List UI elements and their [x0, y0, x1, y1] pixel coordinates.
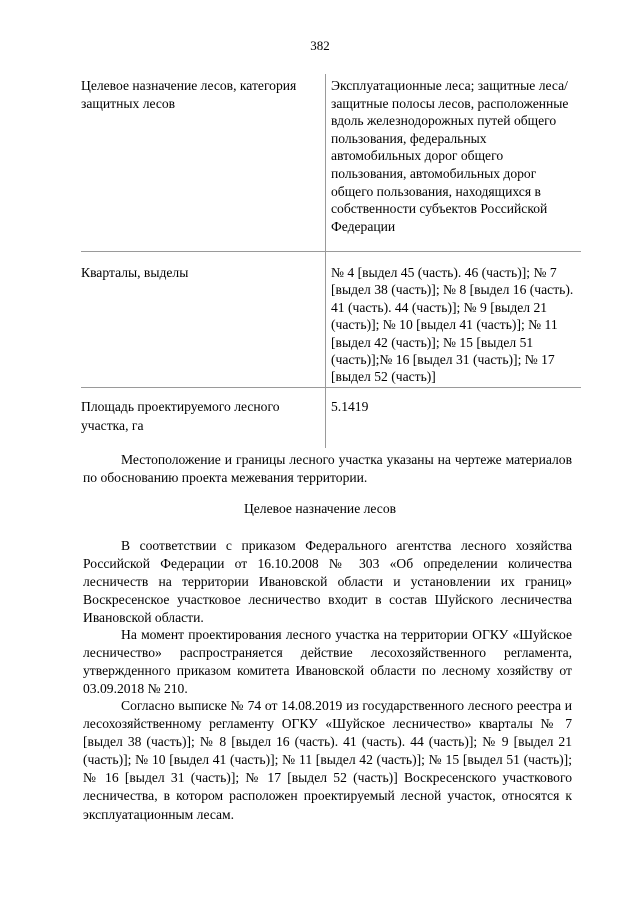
column-divider [325, 252, 326, 387]
body-paragraph: Согласно выписке № 74 от 14.08.2019 из государственного лесного реестра и лесохозяйственному регламенту ОГКУ «Шуйское лесничество» кварталы № 7 [выдел 38 (часть)]; № 8 [выдел 16 (часть). 41 (часть). 44 (часть)]; № 9 [выдел 21 (часть)]; № 10 [выдел 41 (часть)]; № 11 [выдел 42 (часть)]; № 15 [выдел 51 (часть)];№ 16 [выдел 31 (часть)]; № 17 [выдел 52 (часть)] Воскресенского участкового лесничества, в котором расположен проектируемый лесной участок, относятся к эксплуатационным лесам. [83, 698, 572, 822]
table-row-label: Целевое назначение лесов, категория защитных лесов [81, 78, 297, 112]
page-number: 382 [310, 38, 330, 53]
table-row [81, 388, 581, 448]
table-row-value: 5.1419 [331, 399, 369, 414]
table-row-label: Площадь проектируемого лесного участка, га [81, 399, 280, 433]
table-row [81, 252, 581, 388]
location-paragraph: Местоположение и границы лесного участка указаны на чертеже материалов по обоснованию проекта межевания территории. [83, 452, 572, 486]
body-paragraph: В соответствии с приказом Федерального агентства лесного хозяйства Российской Федерации от 16.10.2008 № 303 «Об определении количества лесничеств на территории Ивановской области и установлении их границ» Воскресенское участковое лесничество входит в состав Шуйского лесничества Ивановской области. [83, 538, 572, 626]
table-row [81, 74, 581, 252]
table-row-label: Кварталы, выделы [81, 265, 189, 280]
info-table [81, 74, 581, 448]
section-title: Целевое назначение лесов [243, 501, 397, 516]
column-divider [325, 74, 326, 251]
column-divider [325, 388, 326, 448]
table-row-value: № 4 [выдел 45 (часть). 46 (часть)]; № 7 [выдел 38 (часть)]; № 8 [выдел 16 (часть). 41 (часть). 44 (часть)]; № 9 [выдел 21 (часть)]; № 10 [выдел 41 (часть)]; № 11 [выдел 42 (часть)]; № 15 [выдел 51 (часть)];№ 16 [выдел 31 (часть)]; № 17 [выдел 52 (часть)] [331, 265, 574, 385]
table-row-value: Эксплуатационные леса; защитные леса/защитные полосы лесов, расположенные вдоль железнодорожных путей общего пользования, федеральных автомобильных дорог общего пользования, автомобильных дорог общего пользования, находящихся в собственности субъектов Российской Федерации [331, 78, 569, 234]
body-paragraph: На момент проектирования лесного участка на территории ОГКУ «Шуйское лесничество» распространяется действие лесохозяйственного регламента, утвержденного приказом комитета Ивановской области по лесному хозяйству от 03.09.2018 № 210. [83, 627, 572, 697]
